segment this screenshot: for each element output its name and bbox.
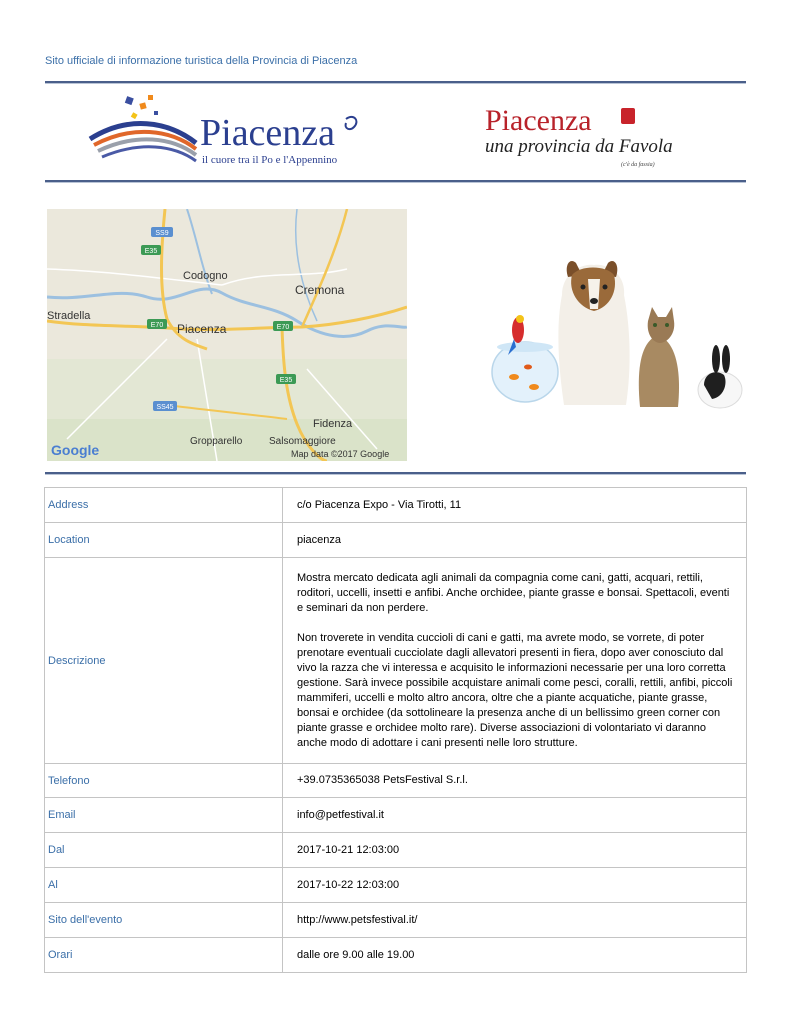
hours-value: dalle ore 9.00 alle 19.00	[283, 938, 747, 973]
detail-label: Location	[45, 523, 283, 558]
description-paragraph: Non troverete in vendita cuccioli di cani e gatti, ma avrete modo, se vorrete, di poter prenotare eventuali cucciolate dagli allevatori presenti in fiera, dopo aver conosciuto dal vivo la razza che vi interessa e acquisito le informazioni necessarie per una loro corretta gestione. Sarà invece possibile acquistare animali come pesci, coralli, rettili, anfibi, piccoli mammiferi, uccelli e molto altro ancora, oltre che a piante acquatiche, piante grasse, bonsai e orchidee (da sottolineare la presenza anche di un bellissimo green corner con piante grasse e orchidee molto rare). Diverse associazioni di volontariato vi daranno anche modo di adottare i cani presenti nelle loro strutture.	[297, 631, 733, 749]
map[interactable]	[47, 209, 407, 461]
description-paragraph: Mostra mercato dedicata agli animali da compagnia come cani, gatti, acquari, rettili, roditori, uccelli, insetti e anfibi. Anche orchidee, piante grasse e bonsai. Spettacoli, eventi e seminari da non perdere.	[297, 571, 730, 614]
detail-row-hours	[45, 938, 747, 973]
svg-text:SS45: SS45	[156, 404, 174, 411]
detail-label: Al	[45, 868, 283, 903]
svg-text:E35: E35	[279, 377, 293, 384]
svg-text:E70: E70	[150, 322, 164, 329]
detail-row-website	[45, 903, 747, 938]
ss45-shield	[153, 401, 177, 411]
detail-label: Dal	[45, 833, 283, 868]
detail-row-address	[45, 488, 747, 523]
detail-label: Email	[45, 798, 283, 833]
site-title: Sito ufficiale di informazione turistica della Provincia di Piacenza	[45, 55, 358, 67]
end-date-value: 2017-10-22 12:03:00	[283, 868, 747, 903]
svg-text:(c'è da fassia): (c'è da fassia)	[621, 162, 655, 168]
detail-row-to	[45, 868, 747, 903]
map-label-fidenza: Fidenza	[313, 418, 353, 430]
detail-row-description	[45, 558, 747, 764]
e35-shield-south	[276, 374, 296, 384]
map-label-salsomaggiore: Salsomaggiore	[269, 436, 336, 447]
e70-shield-left	[147, 319, 167, 329]
pets-illustration	[490, 255, 745, 410]
svg-text:una provincia da Favola: una provincia da Favola	[485, 136, 673, 157]
location-value: piacenza	[283, 523, 747, 558]
detail-row-phone	[45, 764, 747, 798]
google-logo: Google	[51, 442, 100, 458]
map-label-piacenza: Piacenza	[177, 322, 227, 336]
e70-shield-right	[273, 321, 293, 331]
svg-text:Piacenza: Piacenza	[200, 112, 336, 154]
svg-text:SS9: SS9	[155, 230, 169, 237]
detail-label: Sito dell'evento	[45, 903, 283, 938]
detail-row-location	[45, 523, 747, 558]
map-label-gropparello: Gropparello	[190, 436, 243, 447]
e35-shield	[141, 245, 161, 255]
svg-text:il cuore tra il Po e l'Appenni: il cuore tra il Po e l'Appennino	[202, 154, 338, 166]
detail-row-email	[45, 798, 747, 833]
address-value: c/o Piacenza Expo - Via Tirotti, 11	[283, 488, 747, 523]
divider	[45, 81, 746, 84]
map-label-codogno: Codogno	[183, 270, 228, 282]
detail-label: Descrizione	[45, 558, 283, 764]
detail-label: Telefono	[45, 764, 283, 798]
email-value[interactable]: info@petfestival.it	[283, 798, 747, 833]
detail-row-from	[45, 833, 747, 868]
map-label-cremona: Cremona	[295, 283, 345, 297]
svg-text:Piacenza: Piacenza	[485, 104, 592, 137]
piacenza-logo	[88, 95, 363, 175]
map-attribution: Map data ©2017 Google	[291, 449, 390, 459]
detail-label: Address	[45, 488, 283, 523]
ss9-shield	[151, 227, 173, 237]
divider	[45, 472, 746, 475]
divider	[45, 180, 746, 183]
map-label-stradella: Stradella	[47, 310, 91, 322]
phone-value: +39.0735365038 PetsFestival S.r.l.	[283, 764, 747, 798]
start-date-value: 2017-10-21 12:03:00	[283, 833, 747, 868]
detail-label: Orari	[45, 938, 283, 973]
svg-text:E70: E70	[276, 324, 290, 331]
coat-of-arms-icon	[621, 108, 635, 124]
svg-text:E35: E35	[144, 248, 158, 255]
event-details-table	[44, 487, 747, 973]
description-value	[283, 558, 747, 764]
website-link[interactable]: http://www.petsfestival.it/	[283, 903, 747, 938]
piacenza-favola-logo	[483, 102, 673, 174]
